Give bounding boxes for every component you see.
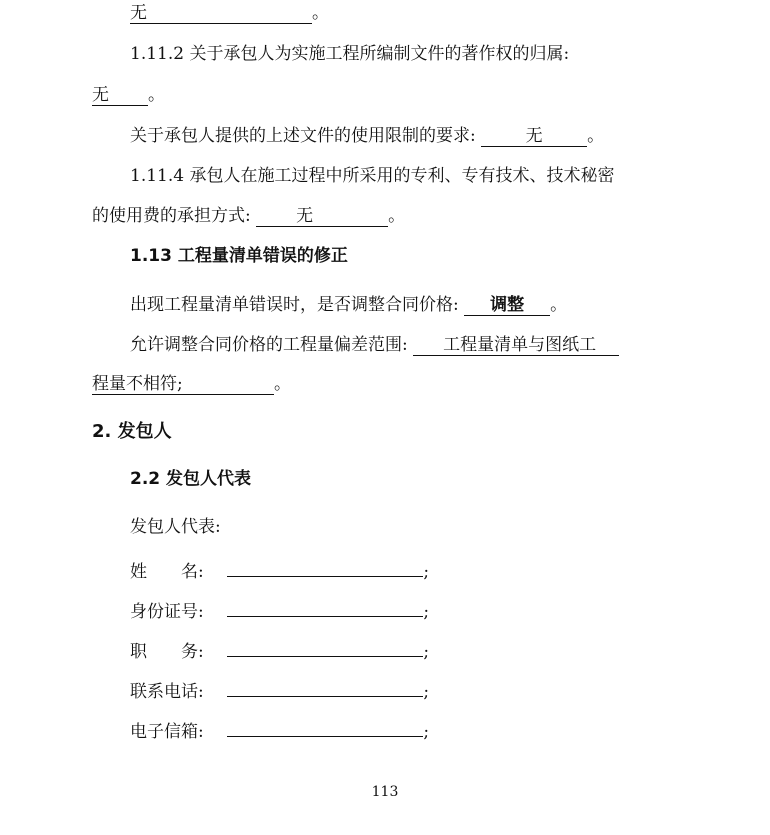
range-value-line1: 工程量清单与图纸工: [413, 335, 619, 356]
section-1-11-2-heading: 1.11.2 关于承包人为实施工程所编制文件的著作权的归属:: [130, 44, 570, 64]
employer-rep-intro: 发包人代表:: [130, 517, 221, 537]
field-title-blank[interactable]: [227, 636, 423, 657]
page-number: 113: [371, 784, 399, 800]
field-name-end: ;: [423, 562, 430, 582]
fee-value: 无: [256, 206, 388, 227]
section-1-13-heading: 1.13 工程量清单错误的修正: [130, 246, 348, 266]
field-id-end: ;: [423, 602, 430, 622]
field-name-row: [130, 556, 429, 583]
top-value-line: [130, 2, 329, 24]
field-id-row: [130, 596, 429, 623]
restriction-line: [130, 125, 604, 147]
adjust-value: 调整: [464, 295, 550, 316]
copyright-end: 。: [148, 85, 165, 105]
top-value: 无: [130, 3, 312, 24]
section-1-11-4-line2: [92, 205, 405, 227]
field-phone-end: ;: [423, 682, 430, 702]
field-email-end: ;: [423, 722, 430, 742]
field-title-row: [130, 636, 429, 663]
range-line1: [130, 334, 619, 356]
section-1-11-4-line1: 1.11.4 承包人在施工过程中所采用的专利、专有技术、技术秘密: [130, 166, 615, 186]
copyright-value: 无: [92, 85, 148, 106]
field-name-blank[interactable]: [227, 556, 423, 577]
field-email-blank[interactable]: [227, 716, 423, 737]
field-title-end: ;: [423, 642, 430, 662]
field-phone-blank[interactable]: [227, 676, 423, 697]
top-end: 。: [312, 3, 329, 23]
restriction-label: 关于承包人提供的上述文件的使用限制的要求:: [130, 126, 476, 146]
field-id-label: 身份证号:: [130, 602, 204, 622]
field-title-label: 职 务:: [130, 642, 204, 662]
range-label: 允许调整合同价格的工程量偏差范围:: [130, 335, 408, 355]
field-name-label: 姓 名:: [130, 562, 204, 582]
field-phone-row: [130, 676, 429, 703]
range-value-line2: 程量不相符;: [92, 374, 274, 395]
field-email-row: [130, 716, 429, 743]
range-end: 。: [274, 374, 291, 394]
fee-end: 。: [388, 206, 406, 226]
section-1-11-2-value-line: [92, 84, 165, 106]
adjust-label: 出现工程量清单错误时，是否调整合同价格:: [130, 295, 459, 315]
restriction-value: 无: [481, 126, 587, 147]
field-email-label: 电子信箱:: [130, 722, 204, 742]
fee-label: 的使用费的承担方式:: [92, 206, 251, 226]
adjust-end: 。: [550, 295, 568, 315]
adjust-line: [130, 294, 567, 316]
restriction-end: 。: [587, 126, 605, 146]
field-id-blank[interactable]: [227, 596, 423, 617]
field-phone-label: 联系电话:: [130, 682, 204, 702]
section-2-heading: 2. 发包人: [92, 421, 172, 442]
range-line2: [92, 373, 291, 395]
section-2-2-heading: 2.2 发包人代表: [130, 469, 252, 489]
